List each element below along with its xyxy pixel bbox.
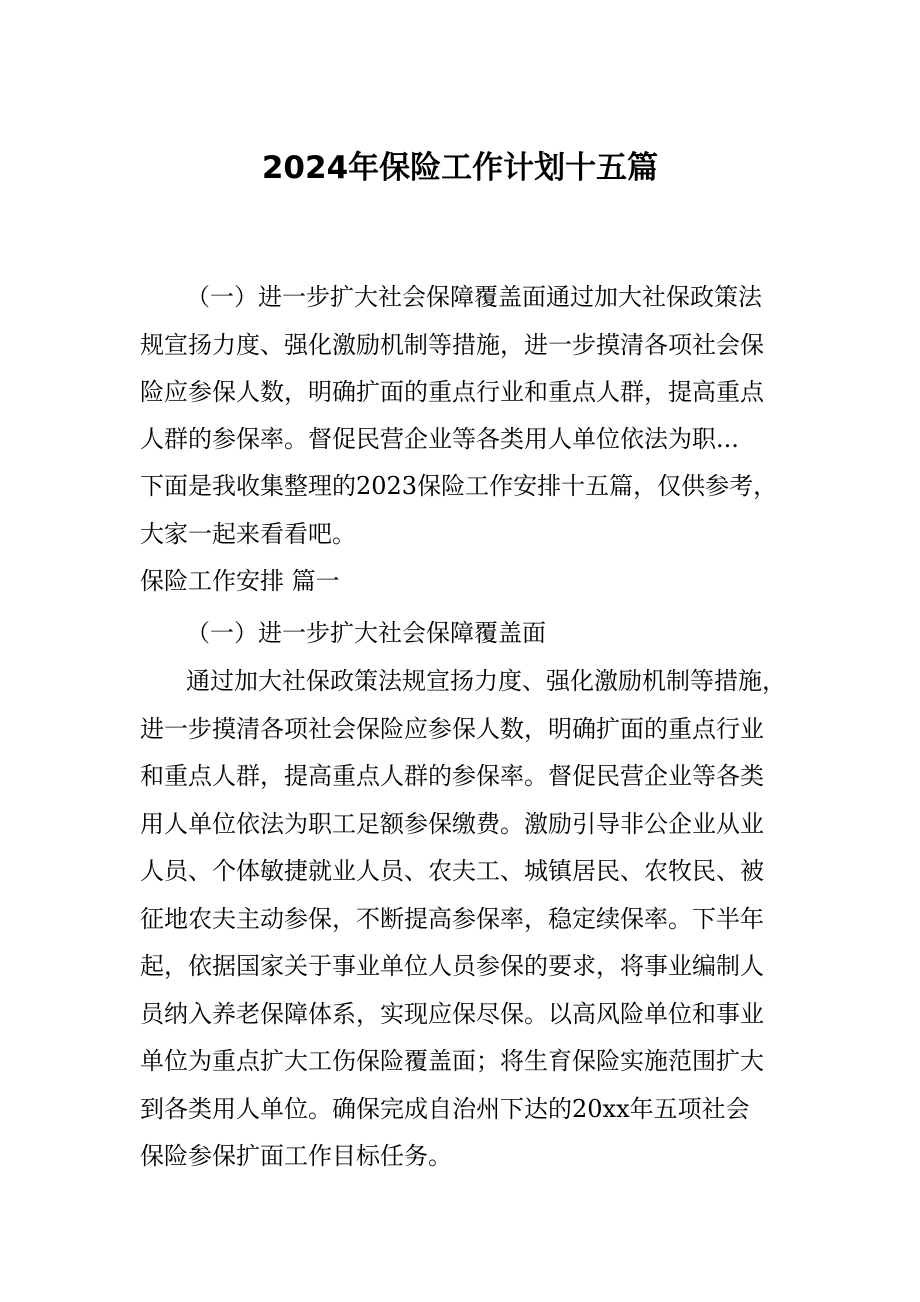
intro-line: 规宣扬力度、强化激励机制等措施，进一步摸清各项社会保 (140, 331, 764, 359)
body-line: 进一步摸清各项社会保险应参保人数，明确扩面的重点行业 (140, 715, 764, 743)
body-line: 人员、个体敏捷就业人员、农夫工、城镇居民、农牧民、被 (140, 857, 764, 885)
body-line: 起，依据国家关于事业单位人员参保的要求，将事业编制人 (140, 952, 764, 980)
body-line: 保险参保扩面工作目标任务。 (140, 1142, 452, 1170)
section-heading: 保险工作安排 篇一 (140, 567, 340, 595)
intro-line: 人群的参保率。督促民营企业等各类用人单位依法为职... (140, 425, 739, 453)
body-line: 到各类用人单位。确保完成自治州下达的20xx年五项社会 (140, 1095, 750, 1123)
body-line: 用人单位依法为职工足额参保缴费。激励引导非公企业从业 (140, 810, 764, 838)
intro-line: 大家一起来看看吧。 (140, 520, 356, 548)
body-line: 单位为重点扩大工伤保险覆盖面；将生育保险实施范围扩大 (140, 1047, 764, 1075)
body-line: 征地农夫主动参保，不断提高参保率，稳定续保率。下半年 (140, 905, 764, 933)
body-line: 通过加大社保政策法规宣扬力度、强化激励机制等措施， (186, 667, 786, 695)
body-line: 和重点人群，提高重点人群的参保率。督促民营企业等各类 (140, 762, 764, 790)
document-title: 2024年保险工作计划十五篇 (261, 150, 659, 186)
intro-line: 险应参保人数，明确扩面的重点行业和重点人群，提高重点 (140, 378, 764, 406)
body-line: 员纳入养老保障体系，实现应保尽保。以高风险单位和事业 (140, 1000, 764, 1028)
intro-line: 下面是我收集整理的2023保险工作安排十五篇，仅供参考， (140, 472, 778, 500)
intro-line: （一）进一步扩大社会保障覆盖面通过加大社保政策法 (186, 283, 762, 311)
section-subheading: （一）进一步扩大社会保障覆盖面 (186, 619, 546, 647)
